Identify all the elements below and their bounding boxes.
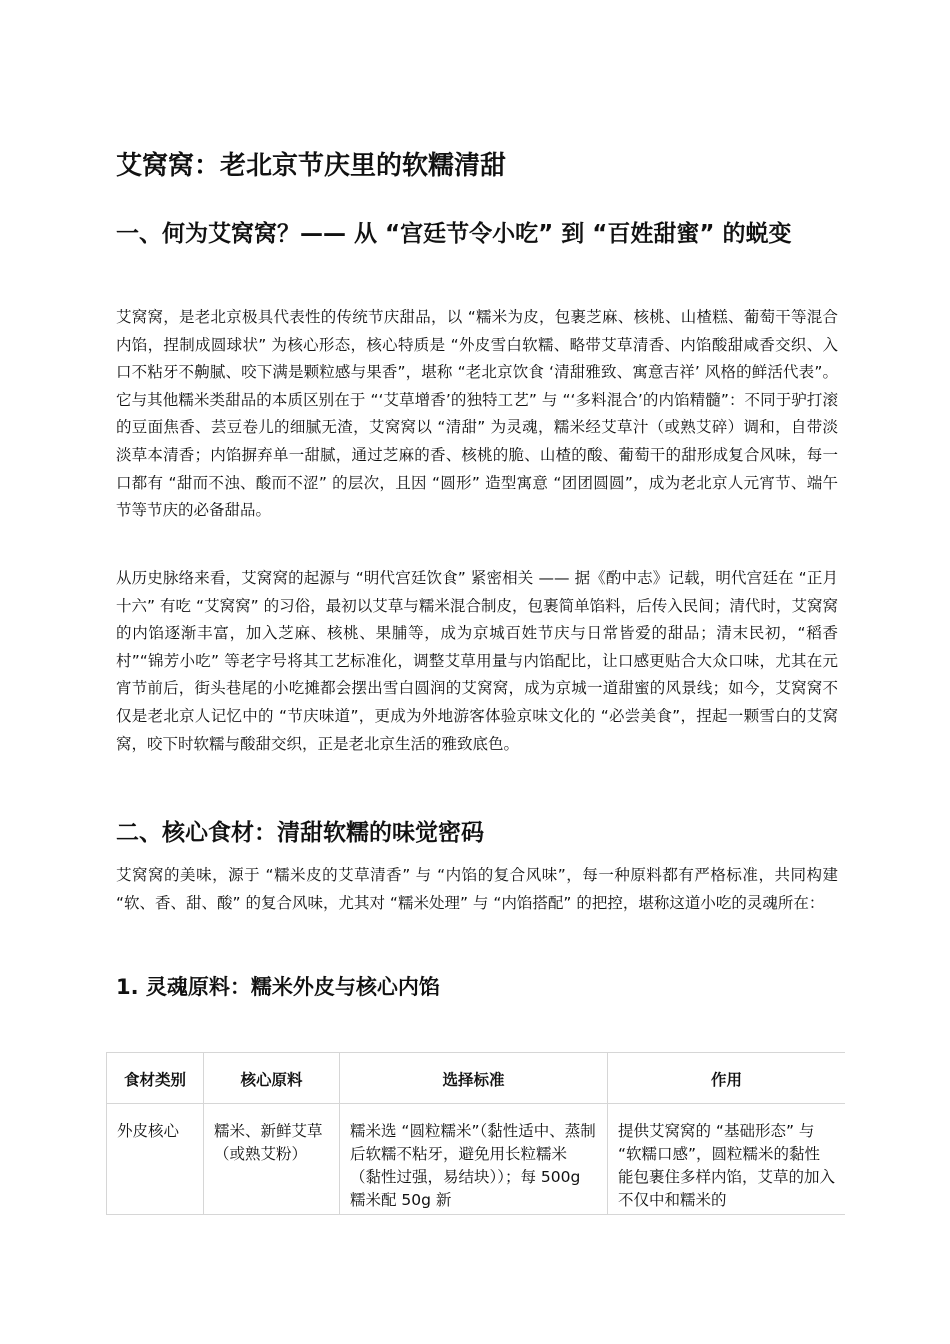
section-1 (116, 214, 838, 254)
section-1-paragraph-2: 从历史脉络来看，艾窝窝的起源与 “明代宫廷饮食” 紧密相关 —— 据《酌中志》记载，明代宫廷在 “正月十六” 有吃 “艾窝窝” 的习俗，最初以艾草与糯米混合制皮，包裹简单馅料，后传入民间；清代时，艾窝窝的内馅逐渐丰富，加入芝麻、核桃、果脯等，成为京城百姓节庆与日常皆爱的甜品；清末民初，“稻香村”“锦芳小吃” 等老字号将其工艺标准化，调整艾草用量与内馅配比，让口感更贴合大众口味，尤其在元宵节前后，街头巷尾的小吃摊都会摆出雪白圆润的艾窝窝，成为京城一道甜蜜的风景线；如今，艾窝窝不仅是老北京人记忆中的 “节庆味道”，更成为外地游客体验京味文化的 “必尝美食”，捏起一颗雪白的艾窝窝，咬下时软糯与酸甜交织，正是老北京生活的雅致底色。 (116, 569, 838, 753)
table-header-cell: 核心原料 (204, 1053, 340, 1104)
table-row (107, 1104, 846, 1216)
section-2-heading: 二、核心食材：清甜软糯的味觉密码 (116, 820, 484, 846)
section-1-paragraph-1: 艾窝窝，是老北京极具代表性的传统节庆甜品，以 “糯米为皮，包裹芝麻、核桃、山楂糕、葡萄干等混合内馅，捏制成圆球状” 为核心形态，核心特质是 “外皮雪白软糯、略带艾草清香、内馅酸甜咸香交织、入口不粘牙不齁腻、咬下满是颗粒感与果香”，堪称 “老北京饮食 ‘清甜雅致、寓意吉祥’ 风格的鲜活代表”。它与其他糯米类甜品的本质区别在于 “‘艾草增香’的独特工艺” 与 “‘多料混合’的内馅精髓”：不同于驴打滚的豆面焦香、芸豆卷儿的细腻无渣，艾窝窝以 “清甜” 为灵魂，糯米经艾草汁（或熟艾碎）调和，自带淡淡草本清香；内馅摒弃单一甜腻，通过芝麻的香、核桃的脆、山楂的酸、葡萄干的甜形成复合风味，每一口都有 “甜而不浊、酸而不涩” 的层次，且因 “圆形” 造型寓意 “团团圆圆”，成为老北京人元宵节、端午节等节庆的必备甜品。 (116, 308, 838, 520)
table-header-cell: 食材类别 (107, 1053, 204, 1104)
ingredients-table-container (106, 1052, 845, 1215)
section-1-heading: 一、何为艾窝窝？—— 从 “宫廷节令小吃” 到 “百姓甜蜜” 的蜕变 (116, 221, 792, 247)
section-2-paragraph-1: 艾窝窝的美味，源于 “糯米皮的艾草清香” 与 “内馅的复合风味”，每一种原料都有严格标准，共同构建 “软、香、甜、酸” 的复合风味，尤其对 “糯米处理” 与 “内馅搭配” 的把控，堪称这道小吃的灵魂所在： (116, 866, 838, 912)
table-header-cell: 选择标准 (340, 1053, 608, 1104)
section-2 (116, 813, 838, 853)
page-title: 艾窝窝：老北京节庆里的软糯清甜 (116, 151, 507, 181)
table-header-cell: 作用 (608, 1053, 846, 1104)
table-cell-standard: 糯米选 “圆粒糯米”（黏性适中、蒸制后软糯不粘牙，避免用长粒糯米（黏性过强，易结块））；每 500g 糯米配 50g 新 (340, 1104, 608, 1216)
table-cell-effect: 提供艾窝窝的 “基础形态” 与 “软糯口感”，圆粒糯米的黏性能包裹住多样内馅，艾草的加入不仅中和糯米的 (608, 1104, 846, 1216)
ingredients-table (106, 1052, 845, 1215)
table-cell-category: 外皮核心 (107, 1104, 204, 1216)
table-header-row (107, 1053, 846, 1104)
table-cell-material: 糯米、新鲜艾草（或熟艾粉） (204, 1104, 340, 1216)
section-2-subheading: 1. 灵魂原料：糯米外皮与核心内馅 (116, 975, 440, 999)
